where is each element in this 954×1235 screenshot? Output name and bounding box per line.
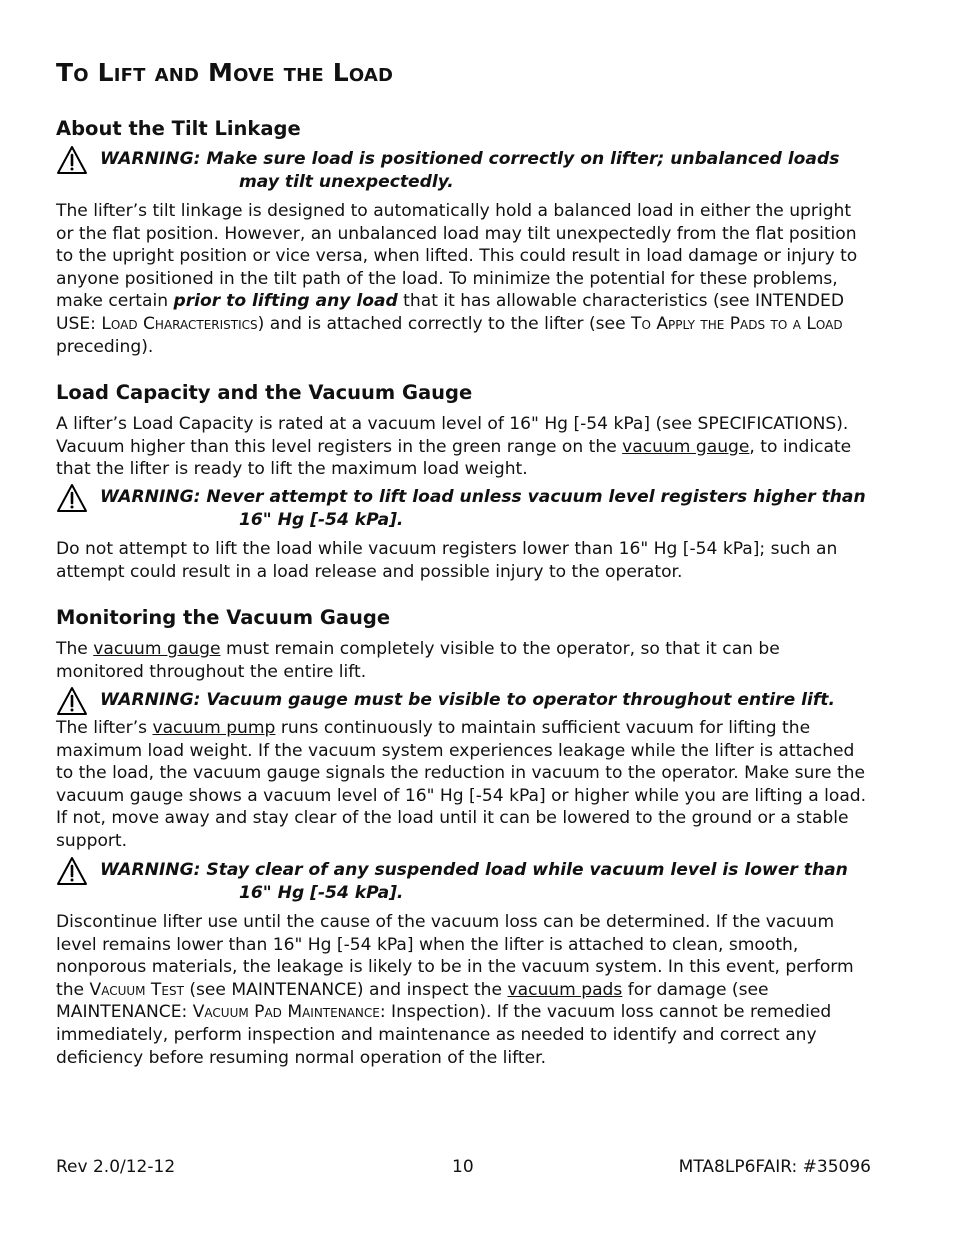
warning-text-line1: WARNING: Never attempt to lift load unless vacuum level registers higher than	[100, 487, 866, 507]
page-title: To Lift and Move the Load	[56, 58, 394, 87]
warning-triangle-icon	[56, 145, 88, 175]
section-heading-load-capacity: Load Capacity and the Vacuum Gauge	[56, 381, 473, 404]
section-heading-monitoring: Monitoring the Vacuum Gauge	[56, 606, 391, 629]
cross-reference: Vacuum Test	[89, 979, 184, 1000]
warning-text-line1: WARNING: Vacuum gauge must be visible to operator throughout entire lift.	[100, 690, 835, 710]
paragraph-vacuum-pump	[56, 717, 871, 853]
vacuum-pads-link[interactable]: vacuum pads	[507, 979, 623, 1000]
warning-text-line1: WARNING: Make sure load is positioned correctly on lifter; unbalanced loads	[100, 149, 840, 169]
text-run: The lifter’s tilt linkage is designed to automatically hold a balanced load in either the upright or the flat position. However, an unbalanced load may tilt unexpectedly from the flat position to the upright position or vice versa, when lifted. This could result in load damage or injury to anyone positioned in the tilt path of the load. To minimize the potential for these problems, make certain	[56, 201, 858, 312]
warning-triangle-icon	[56, 856, 88, 886]
text-run: The lifter’s	[56, 718, 153, 738]
cross-reference: To Apply the Pads to a Load	[631, 313, 843, 334]
text-run: ) and is attached correctly to the lifter (see	[257, 313, 632, 334]
text-run: for damage (see MAINTENANCE:	[56, 979, 769, 1023]
paragraph-tilt-linkage	[56, 200, 871, 358]
text-run: runs continuously to maintain sufficient vacuum for lifting the maximum load weight. If the vacuum system experiences leakage while the lifter is attached to the load, the vacuum gauge signals the reduction in vacuum to the operator. Make sure the vacuum gauge shows a vacuum level of 16" Hg [-54 kPa] or higher while you are lifting a load. If not, move away and stay clear of the load until it can be lowered to the ground or a stable support.	[56, 718, 867, 851]
text-run: Discontinue lifter use until the cause of the vacuum loss can be determined. If the vacuum level remains lower than 16" Hg [-54 kPa] when the lifter is attached to clean, smooth, nonporous materials, the leakage is likely to be in the vacuum system. In this event, perform the	[56, 912, 854, 1000]
text-run: The	[56, 639, 94, 659]
text-run: that it has allowable characteristics (see INTENDED USE:	[56, 291, 845, 334]
paragraph-load-capacity	[56, 413, 871, 481]
text-run: must remain completely visible to the operator, so that it can be monitored throughout the entire lift.	[56, 639, 780, 682]
warning-text-line2: 16" Hg [-54 kPa].	[239, 510, 404, 530]
text-run: , to indicate that the lifter is ready to lift the maximum load weight.	[56, 436, 852, 480]
section-heading-tilt-linkage: About the Tilt Linkage	[56, 117, 301, 140]
text-run: A lifter’s Load Capacity is rated at a vacuum level of 16" Hg [-54 kPa] (see SPECIFICATIONS). Vacuum higher than this level registers in the green range on the	[56, 414, 849, 457]
paragraph-load-release: Do not attempt to lift the load while vacuum registers lower than 16" Hg [-54 kPa]; such an attempt could result in a load release and possible injury to the operator.	[56, 539, 838, 582]
cross-reference: Load Characteristics	[101, 313, 258, 334]
footer-page-number: 10	[452, 1157, 474, 1177]
vacuum-gauge-link[interactable]: vacuum gauge	[93, 639, 221, 659]
text-run: (see MAINTENANCE) and inspect the	[183, 979, 508, 1000]
vacuum-gauge-link[interactable]: vacuum gauge	[622, 436, 750, 457]
warning-triangle-icon	[56, 483, 88, 513]
warning-text-line2: may tilt unexpectedly.	[239, 172, 454, 192]
warning-triangle-icon	[56, 686, 88, 716]
footer-model: MTA8LP6FAIR: #35096	[678, 1157, 871, 1177]
footer-revision: Rev 2.0/12-12	[56, 1157, 176, 1177]
emphasis-text: prior to lifting any load	[173, 291, 398, 312]
cross-reference: Vacuum Pad Maintenance	[192, 1002, 380, 1023]
text-run: preceding).	[56, 336, 154, 357]
warning-text-line2: 16" Hg [-54 kPa].	[239, 883, 404, 903]
paragraph-gauge-visible	[56, 638, 871, 683]
warning-text-line1: WARNING: Stay clear of any suspended load while vacuum level is lower than	[100, 860, 848, 880]
text-run: : Inspection). If the vacuum loss cannot be remedied immediately, perform inspection and maintenance as needed to identify and correct any deficiency before resuming normal operation of the lifter.	[56, 1002, 832, 1068]
vacuum-pump-link[interactable]: vacuum pump	[152, 718, 276, 738]
paragraph-discontinue-use	[56, 911, 871, 1069]
